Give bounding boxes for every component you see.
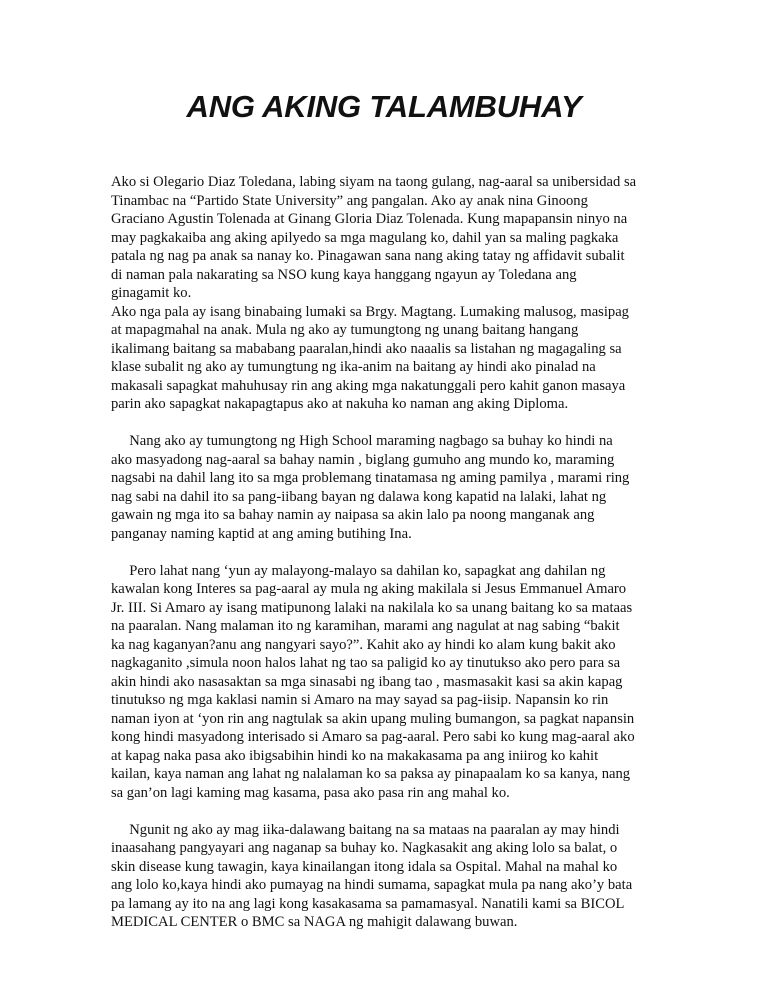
body-text [111,173,663,932]
text-line: sa gan’on lagi kaming mag kasama, pasa ako pasa rin ang mahal ko. [111,784,510,801]
text-line: Ako nga pala ay isang binabaing lumaki sa Brgy. Magtang. Lumaking malusog, masipag [111,303,629,320]
text-line: panganay naming kaptid at ang aming butihing Ina. [111,525,412,542]
text-line: kailan, kaya naman ang lahat ng nalalaman ko sa paksa ay pinapaalam ko sa kanya, nang [111,766,631,782]
text-line: nagsabi na dahil lang ito sa mga problemang tinatamasa ng aming pamilya , marami ring [111,470,630,486]
text-line: akin hindi ako nasasaktan sa mga sinasabi ng ibang tao , masmasakit kasi sa akin kapag [111,673,623,690]
text-line: nagkaganito ,simula noon halos lahat ng tao sa paligid ko ay tinutukso ako pero para sa [111,655,621,671]
text-line: kawalan kong Interes sa pag-aaral ay mula ng aking makilala si Jesus Emmanuel Amaro [111,581,627,597]
text-line: Graciano Agustin Tolenada at Ginang Gloria Diaz Tolenada. Kung mapapansin ninyo na [111,211,628,227]
text-line: gawain ng mga ito sa bahay namin ay naipasa sa akin lalo pa noong manganak ang [111,507,595,523]
text-line: Nang ako ay tumungtong ng High School maraming nagbago sa buhay ko hindi na [111,433,613,449]
text-line: naman iyon at ‘yon rin ang nagtulak sa akin upang muling bumangon, sa pagkat napansin [111,710,635,727]
text-line: may pagkakaiba ang aking apilyedo sa mga magulang ko, dahil yan sa maling pagkaka [111,229,619,246]
text-line: ka nag kaganyan?anu ang nangyari sayo?”. Kahit ako ay hindi ko alam kung bakit ako [111,636,616,653]
page-title: ANG AKING TALAMBUHAY [186,89,582,124]
text-line: tinutukso ng mga kaklasi namin si Amaro na may sayad sa pag-iisip. Napansin ko rin [111,692,609,708]
text-line: kong hindi masyadong interisado si Amaro sa pag-aaral. Pero sabi ko kung mag-aaral ako [111,729,635,745]
text-line: parin ako sapagkat nakapagtapus ako at nakuha ko naman ang aking Diploma. [111,396,569,412]
paragraph-gap [111,543,663,562]
text-line: MEDICAL CENTER o BMC sa NAGA ng mahigit dalawang buwan. [111,914,518,930]
text-line: skin disease kung tawagin, kaya kinailangan itong idala sa Ospital. Mahal na mahal ko [111,858,618,875]
text-line: patala ng nag pa anak sa nanay ko. Pinagawan sana nang aking tatay ng affidavit subalit [111,248,625,264]
text-line: at mapagmahal na anak. Mula ng ako ay tumungtong ng unang baitang hangang [111,322,579,338]
text-line: ikalimang baitang sa mababang paaralan,hindi ako naaalis sa listahan ng magagaling sa [111,340,622,357]
text-line: pa lamang ay ito na ang lagi kong kasakasama sa pamamasyal. Nanatili kami sa BICOL [111,895,625,912]
text-line: Ako si Olegario Diaz Toledana, labing siyam na taong gulang, nag-aaral sa unibersidad sa [111,174,637,190]
text-line: ang lolo ko,kaya hindi ako pumayag na hindi sumama, sapagkat mula pa nang ako’y bata [111,877,633,893]
text-line: na paaralan. Nang malaman ito ng karamihan, marami ang nagulat at nag sabing “bakit [111,618,620,634]
text-line: Ngunit ng ako ay mag iika-dalawang baitang na sa mataas na paaralan ay may hindi [111,821,620,838]
text-line: makasali sapagkat mahuhusay rin ang aking mga nakatunggali pero kahit ganon masaya [111,377,626,394]
text-line: at kapag naka pasa ako ibigsabihin hindi ko na makakasama pa ang iniirog ko kahit [111,747,599,764]
text-line: klase subalit ng ako ay tumungtung ng ika-anim na baitang ay hindi ako pinalad na [111,359,596,375]
text-line: ginagamit ko. [111,285,192,301]
text-line: Pero lahat nang ‘yun ay malayong-malayo sa dahilan ko, sapagkat ang dahilan ng [111,562,606,579]
paragraph-gap [111,802,663,821]
text-line: Jr. III. Si Amaro ay isang matipunong lalaki na nakilala ko sa unang baitang ko sa mataas [111,599,633,616]
paragraph-gap [111,414,663,433]
text-line: nag sabi na dahil ito sa pang-iibang bayan ng dalawa kong kapatid na lalaki, lahat ng [111,488,607,505]
text-line: di naman pala nakarating sa NSO kung kaya hanggang ngayun ay Toledana ang [111,266,577,283]
text-line: ako masyadong nag-aaral sa bahay namin , biglang gumuho ang mundo ko, maraming [111,451,615,468]
text-line: Tinambac na “Partido State University” ang pangalan. Ako ay anak nina Ginoong [111,192,588,209]
text-line: inaasahang pangyayari ang naganap sa buhay ko. Nagkasakit ang aking lolo sa balat, o [111,840,618,856]
